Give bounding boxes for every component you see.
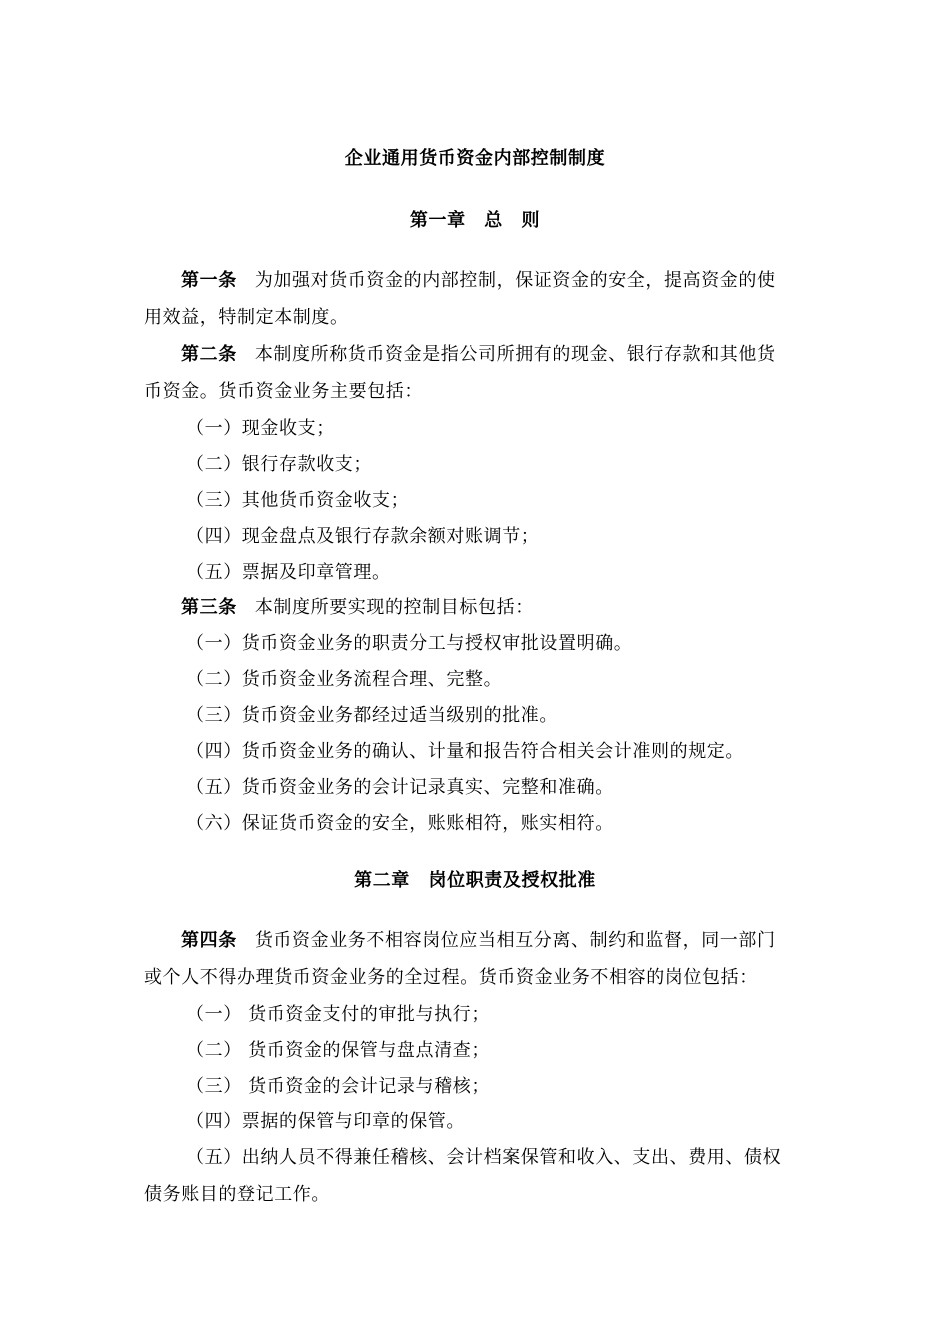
article-4-text: 货币资金业务不相容岗位应当相互分离、制约和监督，同一部门	[254, 930, 776, 951]
chapter-1-heading: 第一章 总 则	[409, 210, 541, 231]
article-4-label: 第四条	[181, 930, 237, 951]
article-1-text: 为加强对货币资金的内部控制，保证资金的安全，提高资金的使	[254, 270, 776, 291]
article-4-item-1: （一） 货币资金支付的审批与执行；	[186, 1004, 490, 1025]
article-3-line-1	[0, 597, 950, 619]
article-4-line-1	[0, 930, 950, 952]
article-3-text: 本制度所要实现的控制目标包括：	[254, 597, 534, 618]
document-title: 企业通用货币资金内部控制制度	[344, 148, 606, 169]
article-4-item-4: （四）票据的保管与印章的保管。	[186, 1111, 465, 1132]
article-1-label: 第一条	[181, 270, 237, 291]
article-3-item-5: （五）货币资金业务的会计记录真实、完整和准确。	[186, 777, 614, 798]
article-2-item-3: （三）其他货币资金收支；	[186, 490, 410, 511]
article-4-item-2: （二） 货币资金的保管与盘点清查；	[186, 1040, 490, 1061]
article-3-item-6: （六）保证货币资金的安全，账账相符，账实相符。	[186, 813, 614, 834]
article-4-item-5-line-2: 债务账目的登记工作。	[144, 1184, 330, 1205]
article-3-item-4: （四）货币资金业务的确认、计量和报告符合相关会计准则的规定。	[186, 741, 744, 762]
article-2-label: 第二条	[181, 344, 237, 365]
article-2-line-1	[0, 344, 950, 366]
article-2-item-4: （四）现金盘点及银行存款余额对账调节；	[186, 526, 540, 547]
article-3-item-1: （一）货币资金业务的职责分工与授权审批设置明确。	[186, 633, 633, 654]
article-3-item-3: （三）货币资金业务都经过适当级别的批准。	[186, 705, 558, 726]
article-3-label: 第三条	[181, 597, 237, 618]
article-2-item-5: （五）票据及印章管理。	[186, 562, 391, 583]
article-2-text: 本制度所称货币资金是指公司所拥有的现金、银行存款和其他货	[254, 344, 776, 365]
article-2-line-2: 币资金。货币资金业务主要包括：	[144, 381, 423, 402]
article-1-line-1	[0, 270, 950, 292]
article-2-item-1: （一）现金收支；	[186, 418, 335, 439]
article-2-item-2: （二）银行存款收支；	[186, 454, 372, 475]
chapter-2-heading: 第二章 岗位职责及授权批准	[354, 870, 596, 891]
article-4-line-2: 或个人不得办理货币资金业务的全过程。货币资金业务不相容的岗位包括：	[144, 967, 758, 988]
article-4-item-5-line-1: （五）出纳人员不得兼任稽核、会计档案保管和收入、支出、费用、债权	[186, 1147, 782, 1168]
article-4-item-3: （三） 货币资金的会计记录与稽核；	[186, 1076, 490, 1097]
article-1-line-2: 用效益，特制定本制度。	[144, 307, 349, 328]
article-3-item-2: （二）货币资金业务流程合理、完整。	[186, 669, 503, 690]
